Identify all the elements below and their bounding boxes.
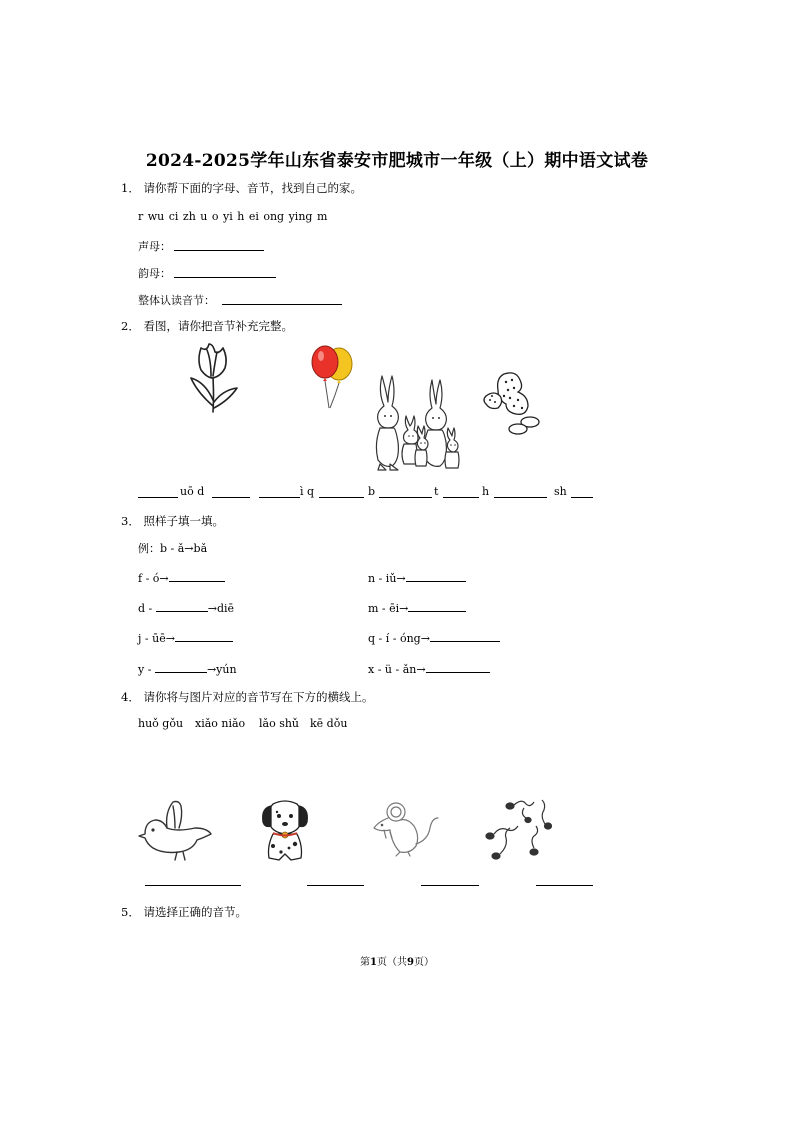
question-prompt: 请你将与图片对应的音节写在下方的横线上。 (143, 690, 374, 704)
q3-left-4-blank[interactable] (155, 660, 207, 673)
question-prompt: 请选择正确的音节。 (143, 905, 247, 919)
footer-middle: 页（共 (377, 957, 407, 968)
q3-left-2-blank[interactable] (156, 599, 208, 612)
q4-answer-line-2[interactable] (307, 885, 364, 886)
q2-syllable-2: ì q (300, 485, 315, 498)
dog-icon (259, 798, 311, 862)
peanuts-icon (480, 370, 542, 438)
q3-right-1 (368, 569, 466, 585)
footer-prefix: 第 (360, 957, 371, 968)
q2-blank-6[interactable] (443, 497, 479, 498)
q3-right-2-blank[interactable] (408, 599, 466, 612)
letters-list: r wu ci zh u o yi h ei ong ying m (138, 210, 328, 223)
q2-blank-4[interactable] (319, 497, 364, 498)
question-5 (121, 904, 247, 920)
yunmu-label: 韵母： (138, 267, 171, 280)
question-prompt: 请你帮下面的字母、音节，找到自己的家。 (143, 181, 362, 195)
zhengti-label: 整体认读音节： (138, 294, 215, 307)
question-4 (121, 689, 373, 705)
tulip-icon (183, 340, 243, 414)
question-3 (121, 513, 224, 529)
q3-right-2 (368, 599, 466, 615)
q2-syllable-4: t (434, 485, 439, 498)
question-1 (121, 180, 362, 196)
shengmu-label: 声母： (138, 240, 171, 253)
q2-blank-1[interactable] (138, 497, 178, 498)
q3-right-1-text: n - iǔ→ (368, 572, 406, 585)
question-prompt: 看图，请你把音节补充完整。 (143, 319, 293, 333)
q3-right-3-blank[interactable] (430, 629, 500, 642)
tadpoles-icon (482, 796, 558, 864)
zhengti-answer-line[interactable] (222, 304, 342, 305)
q4-word-2: xiǎo niǎo (195, 717, 246, 730)
q3-right-2-text: m - ēi→ (368, 602, 409, 615)
q3-left-4-text: y - (138, 663, 152, 676)
q4-answer-line-4[interactable] (536, 885, 593, 886)
q3-left-2-after: →diē (207, 602, 235, 615)
balloons-icon (307, 344, 357, 412)
footer-total-pages: 9 (407, 957, 414, 968)
q2-blank-3[interactable] (259, 497, 300, 498)
q2-blank-5[interactable] (379, 497, 432, 498)
q3-left-1 (138, 569, 225, 585)
q2-blank-7[interactable] (494, 497, 547, 498)
question-number: 2． (121, 319, 140, 333)
rabbits-icon (370, 372, 466, 472)
question-number: 3． (121, 514, 140, 528)
q3-left-3-text: j - ūē→ (138, 632, 175, 645)
page-footer (0, 953, 794, 968)
q3-right-1-blank[interactable] (406, 569, 466, 582)
q3-right-4 (368, 660, 490, 676)
page-title: 2024-2025学年山东省泰安市肥城市一年级（上）期中语文试卷 (145, 151, 649, 171)
q2-syllable-5: h (482, 485, 490, 498)
q3-left-3 (138, 629, 233, 645)
q4-answer-line-1[interactable] (145, 885, 241, 886)
q3-right-3 (368, 629, 500, 645)
q4-answer-line-3[interactable] (421, 885, 479, 886)
question-number: 5． (121, 905, 140, 919)
question-prompt: 照样子填一填。 (143, 514, 224, 528)
q3-right-3-text: q - í - óng→ (368, 632, 430, 645)
footer-page-number: 1 (370, 957, 377, 968)
q3-right-4-blank[interactable] (426, 660, 490, 673)
question-2 (121, 318, 293, 334)
q2-syllable-6: sh (554, 485, 567, 498)
q3-left-4 (138, 660, 237, 676)
q2-syllable-1: uō d (180, 485, 205, 498)
yunmu-answer-line[interactable] (174, 277, 276, 278)
q3-right-4-text: x - ü - ǎn→ (368, 663, 426, 676)
q3-left-4-after: →yún (206, 663, 237, 676)
q3-left-2 (138, 599, 234, 615)
footer-suffix: 页） (413, 957, 434, 968)
shengmu-answer-line[interactable] (174, 250, 264, 251)
question-number: 1． (121, 181, 140, 195)
q2-syllable-3: b (368, 485, 376, 498)
q3-left-1-blank[interactable] (169, 569, 225, 582)
q3-example: 例：b - ǎ→bǎ (138, 542, 208, 555)
q2-blank-2[interactable] (212, 497, 250, 498)
q4-word-1: huǒ gǒu (138, 717, 184, 730)
q2-blank-8[interactable] (571, 497, 593, 498)
q3-left-3-blank[interactable] (175, 629, 233, 642)
q4-word-4: kē dǒu (310, 717, 348, 730)
bird-icon (137, 798, 213, 862)
mouse-icon (370, 800, 442, 860)
q4-word-3: lǎo shǔ (259, 717, 300, 730)
q3-left-1-text: f - ó→ (138, 572, 169, 585)
q3-left-2-text: d - (138, 602, 153, 615)
question-number: 4． (121, 690, 140, 704)
